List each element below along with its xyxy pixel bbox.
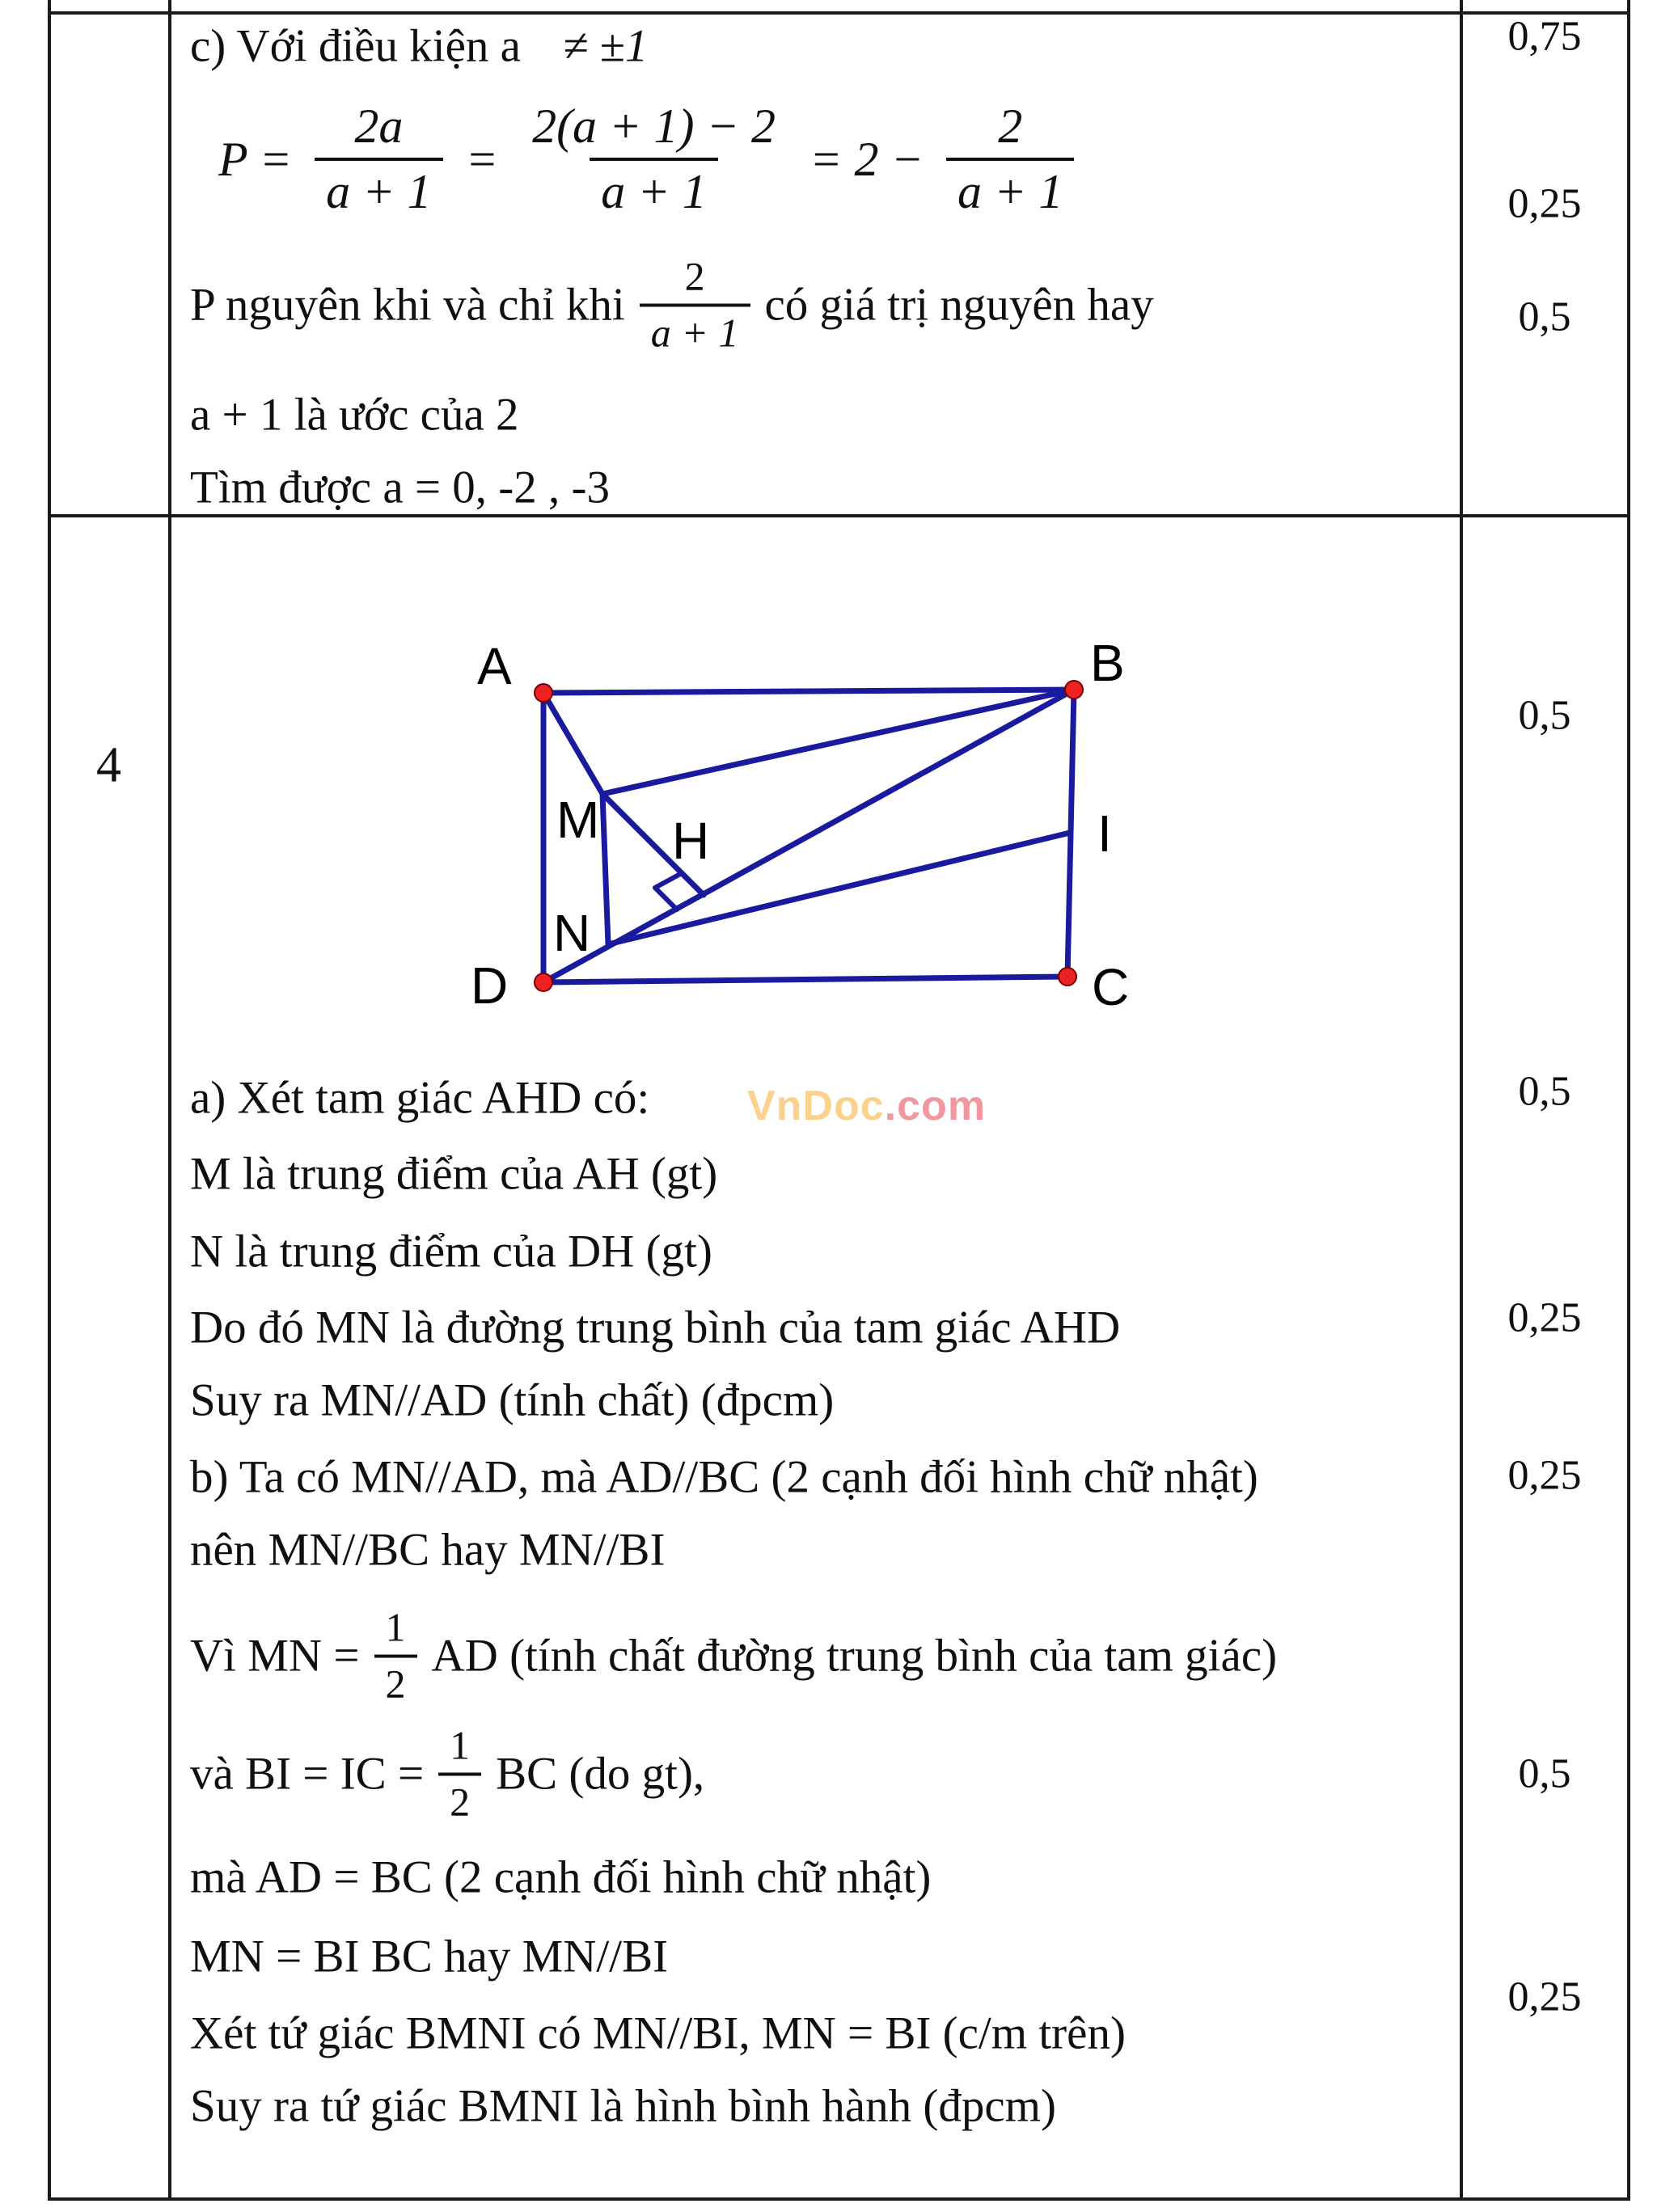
point-label-m: M	[556, 791, 600, 849]
score-value: 0,25	[1507, 1294, 1582, 1341]
fraction-numerator: 1	[450, 1722, 471, 1768]
point-label-i: I	[1097, 804, 1112, 863]
fraction	[521, 99, 787, 220]
solution-line: MN = BI BC hay MN//BI	[190, 1931, 669, 1982]
solution-line: nên MN//BC hay MN//BI	[190, 1524, 666, 1576]
vertex-label-a: A	[477, 637, 512, 695]
fraction	[438, 1723, 481, 1826]
vertex-label-c: C	[1092, 958, 1130, 1016]
watermark	[747, 1082, 986, 1130]
score-value: 0,75	[1507, 13, 1582, 60]
rectangle-diagram-svg	[445, 606, 1213, 1035]
solution-text: BC (do gt),	[496, 1748, 705, 1800]
geometry-figure	[445, 606, 1213, 1035]
equation-line	[218, 99, 1074, 220]
solution-line: Suy ra tứ giác BMNI là hình bình hành (đpcm)	[190, 2080, 1056, 2132]
point-label-n: N	[553, 904, 591, 962]
score-value: 0,5	[1518, 293, 1571, 340]
equation-lhs: P =	[218, 132, 293, 186]
table-border-bottom	[48, 2197, 1630, 2201]
condition-math: ≠ ±1	[562, 20, 649, 72]
score-value: 0,25	[1507, 180, 1582, 227]
solution-line: a + 1 là ước của 2	[190, 389, 519, 441]
segment-mn	[602, 794, 608, 944]
fraction-numerator: 2	[998, 99, 1023, 153]
solution-text: P nguyên khi và chỉ khi	[190, 279, 625, 331]
solution-line: M là trung điểm của AH (gt)	[190, 1148, 718, 1200]
point-label-h: H	[672, 812, 710, 870]
table-border-left	[48, 0, 51, 2201]
equals-sign: =	[465, 132, 499, 186]
solution-text: Vì MN =	[190, 1630, 360, 1682]
table-row-divider	[48, 514, 1630, 517]
solution-text: và BI = IC =	[190, 1748, 425, 1800]
solution-line: Xét tứ giác BMNI có MN//BI, MN = BI (c/m trên)	[190, 2007, 1126, 2059]
fraction-numerator: 2a	[354, 99, 404, 153]
right-angle-mark	[655, 873, 682, 910]
fraction-denominator: a + 1	[640, 303, 750, 357]
table-border-right	[1627, 0, 1630, 2201]
fraction-denominator: 2	[438, 1772, 481, 1826]
solution-line: b) Ta có MN//AD, mà AD//BC (2 cạnh đối hình chữ nhật)	[190, 1451, 1258, 1503]
table-border-col2	[1460, 0, 1463, 2201]
solution-line: N là trung điểm của DH (gt)	[190, 1226, 712, 1277]
solution-line: mà AD = BC (2 cạnh đối hình chữ nhật)	[190, 1851, 932, 1903]
vertex-a-dot	[535, 684, 552, 702]
fraction	[946, 99, 1075, 220]
solution-line: a) Xét tam giác AHD có:	[190, 1072, 650, 1124]
question-number: 4	[96, 737, 121, 793]
score-value: 0,5	[1518, 1068, 1571, 1115]
score-value: 0,25	[1507, 1973, 1582, 2020]
score-value: 0,5	[1518, 692, 1571, 739]
table-border-col1	[168, 0, 171, 2201]
vertex-b-dot	[1065, 681, 1083, 699]
fraction	[315, 99, 443, 220]
vertex-d-dot	[535, 973, 552, 991]
solution-line	[190, 1605, 1277, 1708]
watermark-suffix: .com	[884, 1083, 987, 1129]
fraction-numerator: 2	[684, 253, 705, 299]
solution-line: Do đó MN là đường trung bình của tam giác AHD	[190, 1302, 1121, 1353]
fraction	[374, 1605, 417, 1708]
figure-lines	[543, 690, 1074, 982]
table-border-top	[48, 11, 1630, 15]
fraction-numerator: 1	[385, 1604, 406, 1650]
solution-line: Tìm được a = 0, -2 , -3	[190, 462, 610, 513]
fraction-numerator: 2(a + 1) − 2	[532, 99, 776, 153]
vertex-label-b: B	[1090, 634, 1125, 692]
fraction	[640, 254, 750, 357]
solution-line	[190, 254, 1154, 357]
fraction-denominator: a + 1	[590, 158, 718, 220]
vertex-c-dot	[1059, 968, 1076, 986]
solution-text: có giá trị nguyên hay	[764, 279, 1154, 331]
vertex-label-d: D	[471, 956, 509, 1015]
score-value: 0,25	[1507, 1452, 1582, 1499]
fraction-denominator: 2	[374, 1654, 417, 1708]
equals-two-minus: = 2 −	[810, 132, 924, 186]
solution-line	[190, 1723, 704, 1826]
solution-text: AD (tính chất đường trung bình của tam giác)	[431, 1630, 1278, 1682]
solution-line: Suy ra MN//AD (tính chất) (đpcm)	[190, 1374, 835, 1426]
solution-line	[190, 20, 648, 73]
score-value: 0,5	[1518, 1750, 1571, 1797]
watermark-brand: VnDoc	[747, 1083, 885, 1129]
fraction-denominator: a + 1	[315, 158, 443, 220]
condition-text: c) Với điều kiện a	[190, 20, 521, 72]
fraction-denominator: a + 1	[946, 158, 1075, 220]
segment-bm	[602, 690, 1074, 794]
